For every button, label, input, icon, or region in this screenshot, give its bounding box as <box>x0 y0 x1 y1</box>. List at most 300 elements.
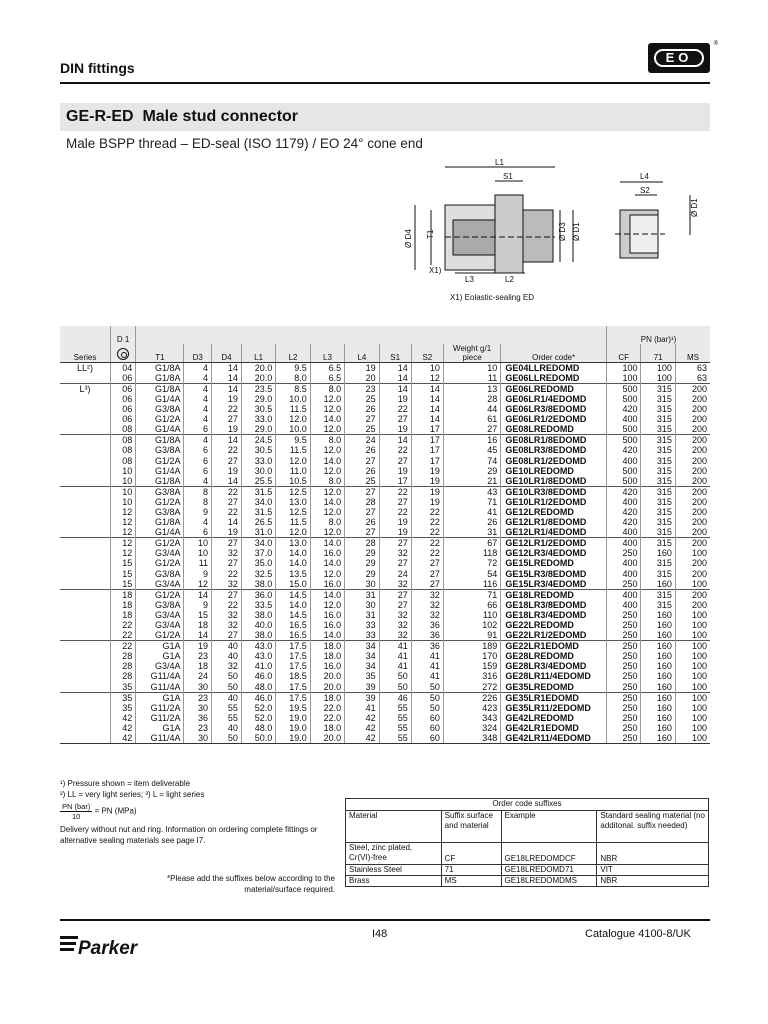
suffix-cell: Brass <box>346 876 442 887</box>
table-cell: G1/4A <box>136 527 184 538</box>
table-cell <box>60 682 111 693</box>
table-cell: 100 <box>607 363 641 374</box>
table-cell: 200 <box>691 394 707 405</box>
table-cell: 45 <box>443 445 500 455</box>
table-cell <box>60 733 111 744</box>
table-cell: 60 <box>411 713 443 723</box>
table-cell: GE35LR1EDOMD <box>501 692 607 703</box>
table-row <box>60 610 710 620</box>
table-cell: G3/8A <box>136 445 184 455</box>
table-cell: 10 <box>111 486 136 497</box>
table-cell: 315 <box>641 445 675 455</box>
table-cell: 18 <box>111 610 136 620</box>
table-cell: 19 <box>212 527 242 538</box>
table-cell: 250 <box>607 548 641 558</box>
table-cell: 27 <box>379 456 411 466</box>
table-cell: 10 <box>111 476 136 487</box>
table-cell: 16.0 <box>310 610 344 620</box>
table-cell: 23.5 <box>241 384 275 395</box>
suffix-cell: CF <box>441 843 501 865</box>
table-row <box>60 723 710 733</box>
table-cell: 200 <box>691 404 707 415</box>
col-series: Series <box>60 344 111 363</box>
table-cell: 24.5 <box>241 435 275 446</box>
table-cell: 110 <box>443 610 500 620</box>
table-cell: 40 <box>212 723 242 733</box>
table-row <box>60 703 710 713</box>
table-cell: 100 <box>691 651 707 662</box>
table-cell: 19 <box>411 476 443 487</box>
table-cell: 12.0 <box>310 445 344 455</box>
section-title: DIN fittings <box>60 60 135 76</box>
table-cell: GE15LREDOMD <box>501 558 607 568</box>
table-cell: 200 <box>675 384 710 395</box>
table-cell: 28 <box>111 671 136 681</box>
table-cell: 32 <box>411 600 443 610</box>
table-cell: 42 <box>345 733 379 744</box>
table-cell: GE18LR3/4EDOMD <box>501 610 607 620</box>
table-cell: 22 <box>411 548 443 558</box>
table-cell: 200 <box>691 568 707 579</box>
table-cell: 12 <box>111 507 136 517</box>
fraction-denominator: 10 <box>72 812 81 821</box>
table-cell: 35 <box>111 682 136 693</box>
table-cell: 420 <box>607 404 641 414</box>
table-cell <box>60 466 111 476</box>
table-cell: GE06LR3/8EDOMD <box>501 404 607 414</box>
table-cell: 42 <box>111 733 136 744</box>
table-cell: GE28LREDOMD <box>501 651 607 661</box>
parker-logo <box>60 930 150 960</box>
table-cell: 22 <box>379 486 411 497</box>
table-cell: 10.5 <box>276 476 310 487</box>
table-cell: 14.0 <box>310 497 344 507</box>
table-cell: 14.0 <box>310 558 344 568</box>
table-cell: 33.0 <box>241 456 275 466</box>
table-cell: 55 <box>379 703 411 713</box>
table-cell: 17 <box>411 456 443 466</box>
table-cell: GE28LR3/4EDOMD <box>501 661 607 671</box>
table-cell: 27 <box>443 424 500 435</box>
table-cell: 20.0 <box>310 682 344 693</box>
table-cell: 22 <box>212 404 242 414</box>
table-cell: 50 <box>411 703 443 713</box>
table-cell: 12.0 <box>310 600 344 610</box>
table-cell: 315 <box>641 600 675 610</box>
table-cell: 12.0 <box>310 486 344 497</box>
table-cell: 60 <box>411 723 443 733</box>
table-cell: 10 <box>184 548 212 558</box>
table-cell: 400 <box>607 569 641 579</box>
table-row <box>60 394 710 404</box>
table-cell: 48.0 <box>241 723 275 733</box>
table-cell <box>60 610 111 620</box>
table-cell <box>60 373 111 384</box>
table-cell: 35 <box>345 671 379 681</box>
table-cell: 24 <box>184 671 212 681</box>
table-cell: 22 <box>212 486 242 497</box>
table-cell: G1/8A <box>136 435 184 446</box>
table-cell <box>60 414 111 424</box>
table-cell: 50 <box>411 682 443 693</box>
table-cell: GE15LR3/4EDOMD <box>501 579 607 590</box>
table-cell: 27 <box>345 507 379 517</box>
suffix-cell: Stainless Steel <box>346 865 442 876</box>
table-cell: 91 <box>443 630 500 641</box>
table-cell: 32 <box>379 548 411 558</box>
table-cell: 250 <box>607 579 641 590</box>
table-cell: G1/2A <box>136 456 184 466</box>
table-cell: 19 <box>411 486 443 497</box>
table-cell: 200 <box>691 465 707 476</box>
table-cell: 16.0 <box>310 548 344 558</box>
table-cell: 4 <box>184 384 212 395</box>
table-cell: 41 <box>345 703 379 713</box>
table-cell: 11.0 <box>276 466 310 476</box>
table-cell: 8 <box>184 486 212 497</box>
table-cell: 50 <box>411 692 443 703</box>
table-cell: 10 <box>443 363 500 374</box>
header-pn: PN (bar)¹) <box>640 335 677 344</box>
col-t1: T1 <box>136 344 184 363</box>
table-cell: 420 <box>607 517 641 527</box>
table-cell: 35.0 <box>241 558 275 568</box>
table-cell: 25 <box>345 394 379 404</box>
col-s2: S2 <box>411 344 443 363</box>
table-cell: 31.5 <box>241 507 275 517</box>
table-cell: 226 <box>443 692 500 703</box>
table-cell: 35 <box>111 692 136 703</box>
table-cell: GE42LR1EDOMD <box>501 723 607 733</box>
table-cell: 13.5 <box>276 569 310 579</box>
table-cell: 160 <box>641 733 675 744</box>
table-cell: 15.0 <box>276 579 310 590</box>
col-pn-ms: MS <box>675 344 710 363</box>
table-cell: 29 <box>443 466 500 476</box>
title-band <box>60 103 710 131</box>
table-cell: 250 <box>607 610 641 620</box>
table-cell: 14 <box>212 373 242 384</box>
table-cell: 10.0 <box>276 394 310 404</box>
table-cell: 100 <box>691 722 707 733</box>
table-row <box>60 641 710 652</box>
table-cell: 10 <box>111 466 136 476</box>
table-cell: 41 <box>379 661 411 671</box>
table-row <box>60 373 710 384</box>
table-cell: 14.5 <box>276 610 310 620</box>
table-cell: 348 <box>443 733 500 744</box>
table-cell: 10 <box>111 497 136 507</box>
table-cell: 16.0 <box>310 661 344 671</box>
table-cell: 66 <box>443 600 500 610</box>
table-cell: 08 <box>111 456 136 466</box>
table-cell: 13.0 <box>276 497 310 507</box>
table-cell: 12.5 <box>276 507 310 517</box>
table-cell: 14 <box>184 630 212 641</box>
table-cell: 46 <box>379 692 411 703</box>
table-row <box>60 384 710 395</box>
table-cell: 04 <box>111 363 136 374</box>
table-cell: 400 <box>607 527 641 538</box>
table-cell: 12.0 <box>310 569 344 579</box>
table-cell: 27 <box>212 558 242 568</box>
table-cell: G3/8A <box>136 569 184 579</box>
table-cell: 315 <box>641 466 675 476</box>
table-cell: 43.0 <box>241 641 275 652</box>
table-cell: 27 <box>411 579 443 590</box>
table-cell: 14.0 <box>310 414 344 424</box>
table-cell: 4 <box>184 394 212 404</box>
table-cell: 8.0 <box>276 373 310 384</box>
table-row <box>60 445 710 455</box>
table-cell: GE42LR11/4EDOMD <box>501 733 607 744</box>
table-cell: 9 <box>184 600 212 610</box>
table-cell: 46.0 <box>241 671 275 681</box>
table-cell: 27 <box>212 538 242 549</box>
table-cell <box>60 579 111 590</box>
table-cell: 26 <box>345 445 379 455</box>
table-cell: 12 <box>111 548 136 558</box>
table-cell <box>60 723 111 733</box>
table-cell: 32 <box>212 620 242 630</box>
table-cell: 19 <box>345 363 379 374</box>
table-cell: 42 <box>345 713 379 723</box>
table-cell: 420 <box>607 445 641 455</box>
table-cell: 32 <box>212 579 242 590</box>
table-cell: 250 <box>607 661 641 671</box>
table-cell: 50.0 <box>241 733 275 744</box>
table-cell <box>60 435 111 446</box>
table-cell: 200 <box>691 507 707 518</box>
table-row <box>60 671 710 681</box>
table-cell <box>60 703 111 713</box>
table-cell: 19 <box>379 517 411 527</box>
table-cell: 06 <box>111 373 136 384</box>
table-cell: 19 <box>379 394 411 404</box>
table-cell: 14.5 <box>276 589 310 600</box>
table-cell: 20 <box>345 373 379 384</box>
table-row <box>60 589 710 600</box>
table-cell: 100 <box>691 620 707 631</box>
col-l3: L3 <box>310 344 344 363</box>
table-cell: 52.0 <box>241 703 275 713</box>
table-cell: 27 <box>345 527 379 538</box>
table-cell: 71 <box>443 589 500 600</box>
page-subtitle: Male BSPP thread – ED-seal (ISO 1179) / EO 24° cone end <box>66 136 423 151</box>
dim-label-s1: S1 <box>503 172 513 181</box>
table-cell: 17.5 <box>276 682 310 693</box>
table-cell <box>60 651 111 661</box>
table-cell: 200 <box>691 496 707 507</box>
table-cell: 32 <box>212 548 242 558</box>
table-cell <box>60 538 111 549</box>
fraction-numerator: PN (bar) <box>62 802 91 811</box>
table-cell: 22.0 <box>310 713 344 723</box>
table-cell: 14.0 <box>310 630 344 641</box>
table-row <box>60 692 710 703</box>
table-cell: 24 <box>345 435 379 446</box>
table-cell: 160 <box>641 651 675 661</box>
drawing-caption: X1) Eolastic-sealing ED <box>450 293 535 302</box>
table-cell: 21 <box>443 476 500 487</box>
table-cell: 18.0 <box>310 641 344 652</box>
col-d4: D4 <box>212 344 242 363</box>
table-cell: 160 <box>641 610 675 620</box>
table-cell: 315 <box>641 404 675 414</box>
table-cell: 29 <box>345 569 379 579</box>
table-cell: 28 <box>111 651 136 661</box>
table-cell: GE10LR1/8EDOMD <box>501 476 607 487</box>
table-cell: 31 <box>443 527 500 538</box>
table-cell: 12 <box>111 527 136 538</box>
table-cell: 9.5 <box>276 435 310 446</box>
table-cell: 14 <box>411 414 443 424</box>
table-cell <box>60 476 111 487</box>
col-l1: L1 <box>241 344 275 363</box>
table-cell: 16.0 <box>310 620 344 630</box>
table-cell: 160 <box>641 682 675 693</box>
table-cell: 6 <box>184 456 212 466</box>
table-cell: 27 <box>379 558 411 568</box>
table-cell: 16.0 <box>310 579 344 590</box>
table-cell: 250 <box>607 682 641 693</box>
table-cell: 200 <box>691 599 707 610</box>
table-cell: 41.0 <box>241 661 275 671</box>
dimensions-table-body <box>60 363 710 744</box>
table-cell: GE06LLREDOMD <box>501 373 607 384</box>
table-cell: 22 <box>411 538 443 549</box>
table-cell: 200 <box>675 538 710 549</box>
table-cell: 189 <box>443 641 500 652</box>
table-cell: 159 <box>443 661 500 671</box>
table-cell: 315 <box>641 527 675 538</box>
table-row <box>60 507 710 517</box>
table-cell: 71 <box>443 497 500 507</box>
table-cell: G1/2A <box>136 414 184 424</box>
table-cell: GE04LLREDOMD <box>501 363 607 374</box>
table-cell: 420 <box>607 486 641 497</box>
table-cell: GE22LREDOMD <box>501 620 607 630</box>
asterisk-note: *Please add the suffixes below according to the material/surface required. <box>167 874 335 894</box>
table-cell: 38.0 <box>241 630 275 641</box>
table-cell: 39 <box>345 682 379 693</box>
table-row <box>60 435 710 446</box>
table-cell: 50 <box>212 671 242 681</box>
table-cell: 250 <box>607 671 641 681</box>
table-cell: 30 <box>345 600 379 610</box>
table-cell: 48.0 <box>241 682 275 693</box>
table-cell: 250 <box>607 651 641 661</box>
table-cell: 315 <box>641 497 675 507</box>
table-row <box>60 600 710 610</box>
table-cell: 18 <box>111 589 136 600</box>
table-cell: 4 <box>184 517 212 527</box>
table-cell: G3/4A <box>136 610 184 620</box>
table-cell: 160 <box>641 692 675 703</box>
table-cell: GE18LREDOMD <box>501 589 607 600</box>
table-cell: 31 <box>345 610 379 620</box>
table-cell: 08 <box>111 435 136 446</box>
table-cell: 9 <box>184 507 212 517</box>
table-cell <box>60 548 111 558</box>
table-cell: 36 <box>184 713 212 723</box>
table-cell: GE10LREDOMD <box>501 466 607 476</box>
table-row <box>60 456 710 466</box>
registered-mark-icon: ® <box>713 41 718 47</box>
table-cell: 30 <box>184 682 212 693</box>
dim-label-x1: X1) <box>429 266 442 275</box>
table-cell: 27 <box>212 497 242 507</box>
footnote-series: ²) LL = very light series; ³) L = light series <box>60 790 205 799</box>
table-cell: 315 <box>641 507 675 517</box>
table-cell: 29.0 <box>241 424 275 435</box>
table-cell: 06 <box>111 394 136 404</box>
table-cell: GE22LR1/2EDOMD <box>501 630 607 641</box>
table-cell: 19 <box>411 497 443 507</box>
table-cell: 100 <box>691 681 707 692</box>
table-cell: 32 <box>379 610 411 620</box>
table-cell: 22 <box>379 507 411 517</box>
table-cell: 6 <box>184 445 212 455</box>
table-cell: 32 <box>411 610 443 620</box>
suffix-cell: MS <box>441 876 501 887</box>
table-cell: 423 <box>443 703 500 713</box>
table-cell: 12 <box>111 538 136 549</box>
table-cell: G3/8A <box>136 600 184 610</box>
suffix-header-suffix: Suffix surface and material <box>441 811 501 843</box>
dim-label-l2: L2 <box>505 275 514 284</box>
dim-label-l1: L1 <box>495 158 504 167</box>
table-cell: 19 <box>379 466 411 476</box>
table-cell: 160 <box>641 630 675 641</box>
table-cell: 200 <box>691 424 707 435</box>
table-cell: 500 <box>607 466 641 476</box>
table-cell: G1/8A <box>136 373 184 384</box>
table-cell: GE06LREDOMD <box>501 384 607 395</box>
table-cell: GE08LR1/8EDOMD <box>501 435 607 446</box>
eo-logo <box>648 41 718 73</box>
table-cell <box>60 569 111 579</box>
table-cell: 14 <box>411 384 443 395</box>
col-d1-symbol <box>111 344 136 363</box>
table-cell: 23 <box>345 384 379 395</box>
table-cell: 200 <box>691 517 707 528</box>
table-cell: 26 <box>443 517 500 527</box>
table-cell: 19 <box>379 424 411 435</box>
table-cell: 12.0 <box>276 456 310 466</box>
table-cell: 14 <box>184 589 212 600</box>
table-cell: 400 <box>607 538 641 549</box>
table-cell: 400 <box>607 600 641 610</box>
table-cell: G1/8A <box>136 363 184 374</box>
dim-label-d1: Ø D1 <box>572 222 581 241</box>
table-cell: 17.5 <box>276 661 310 671</box>
table-cell: 160 <box>641 671 675 681</box>
table-cell: 54 <box>443 569 500 579</box>
table-cell: G1A <box>136 651 184 661</box>
table-row <box>60 733 710 744</box>
table-cell <box>60 394 111 404</box>
table-cell: 8.0 <box>310 517 344 527</box>
table-cell: 100 <box>641 363 675 374</box>
table-cell: 37.0 <box>241 548 275 558</box>
table-cell: 19 <box>212 424 242 435</box>
dim-label-d1-end: Ø D1 <box>690 198 699 217</box>
table-cell: 33.5 <box>241 600 275 610</box>
suffix-cell: GE18LREDOMDCF <box>501 843 597 865</box>
table-cell: 22 <box>212 507 242 517</box>
table-cell: 38.0 <box>241 579 275 590</box>
